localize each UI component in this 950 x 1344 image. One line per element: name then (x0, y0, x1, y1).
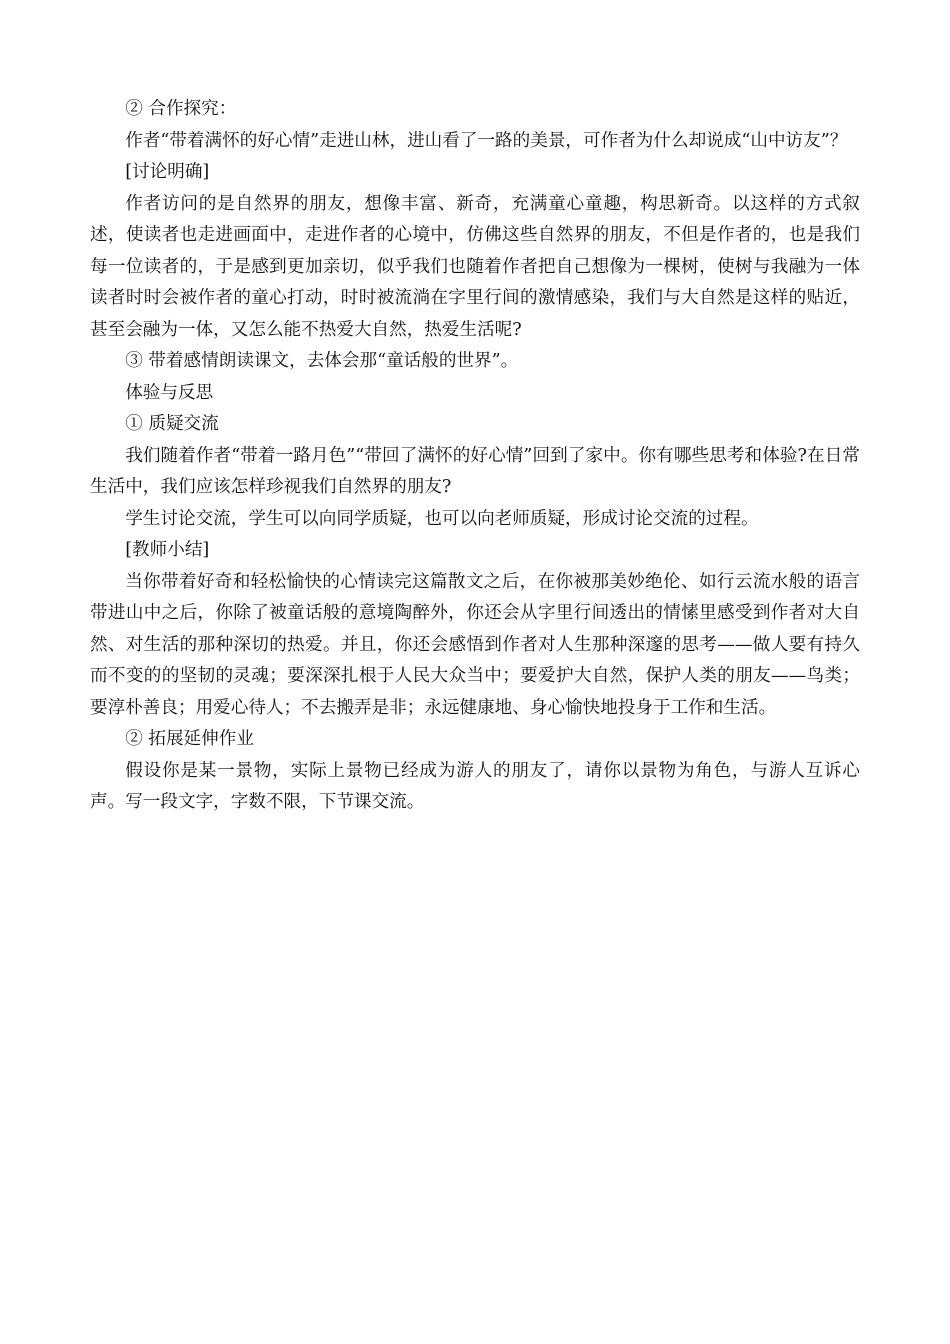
student-discussion-paragraph: 学生讨论交流，学生可以向同学质疑，也可以向老师质疑，形成讨论交流的过程。 (125, 508, 759, 529)
heading-extension-homework: ② 拓展延伸作业 (125, 729, 254, 749)
heading-question-exchange: ① 质疑交流 (125, 414, 219, 434)
section-heading-experience: 体验与反思 (125, 382, 214, 403)
homework-paragraph: 假设你是某一景物，实际上景物已经成为游人的朋友了，请你以景物为角色，与游人互诉心声。写一段文字，字数不限，下节课交流。 (90, 760, 860, 812)
reading-task: ③ 带着感情朗读课文，去体会那“童话般的世界”。 (125, 351, 519, 371)
discussion-paragraph: 作者访问的是自然界的朋友，想像丰富、新奇，充满童心童趣，构思新奇。以这样的方式叙述，使读者也走进画面中，走进作者的心境中，仿佛这些自然界的朋友，不但是作者的，也是我们每一位读者的，于是感到更加亲切，似乎我们也随着作者把自己想像为一棵树，使树与我融为一体读者时时会被作者的童心打动，时时被流淌在字里行间的激情感染，我们与大自然是这样的贴近，甚至会融为一体，又怎么能不热爱大自然，热爱生活呢? (90, 193, 860, 340)
exchange-paragraph: 我们随着作者“带着一路月色”“带回了满怀的好心情”回到了家中。你有哪些思考和体验?在日常生活中，我们应该怎样珍视我们自然界的朋友? (90, 445, 860, 497)
summary-paragraph: 当你带着好奇和轻松愉快的心情读完这篇散文之后，在你被那美妙绝伦、如行云流水般的语言带进山中之后，你除了被童话般的意境陶醉外，你还会从字里行间透出的情愫里感受到作者对大自然、对生活的那种深切的热爱。并且，你还会感悟到作者对人生那种深邃的思考——做人要有持久而不变的的坚韧的灵魂；要深深扎根于人民大众当中；要爱护大自然，保护人类的朋友——鸟类；要淳朴善良；用爱心待人；不去搬弄是非；永远健康地、身心愉快地投身于工作和生活。 (90, 571, 860, 718)
teacher-summary-label: [教师小结] (125, 540, 210, 560)
heading-cooperative-inquiry: ② 合作探究： (125, 99, 237, 119)
discussion-label: [讨论明确] (125, 162, 210, 182)
document-body (90, 94, 860, 819)
question-paragraph: 作者“带着满怀的好心情”走进山林，进山看了一路的美景，可作者为什么却说成“山中访友”？ (125, 130, 848, 151)
